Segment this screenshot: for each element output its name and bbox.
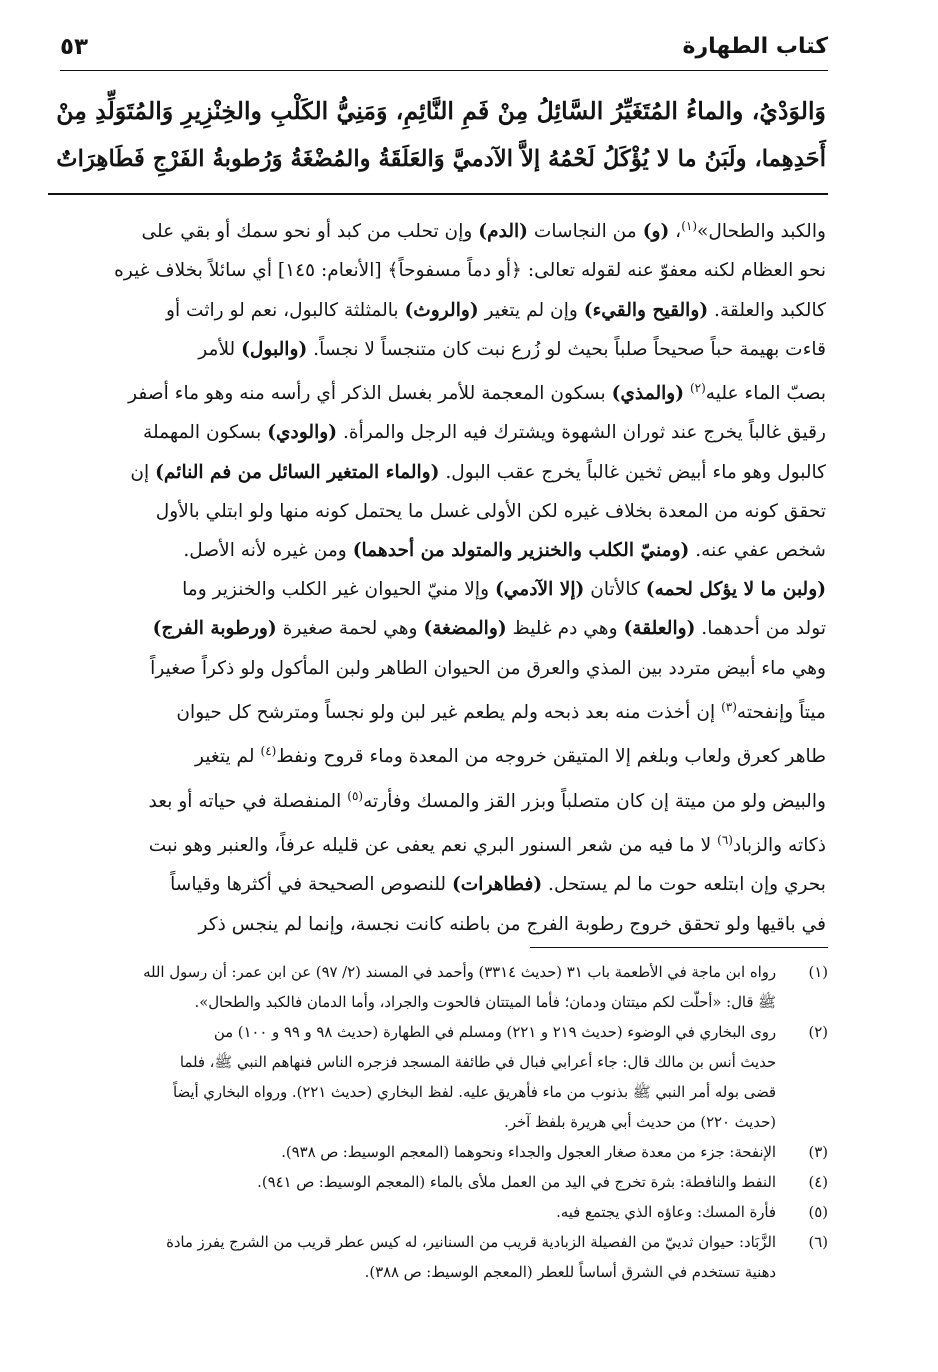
matn-quote: (والقيح والقيء) [583, 299, 709, 321]
footnote-line: (حديث ٢٢٠) من حديث أبي هريرة بلفظ آخر. [504, 1114, 776, 1131]
commentary-fragment: قاءت بهيمة حباً صحيحاً صلباً بحيث لو زُرع نبت كان متنجساً لا نجساً. [307, 338, 826, 360]
matn-quote: (والعلقة) [623, 618, 696, 640]
footnote-separator [530, 947, 828, 948]
commentary-fragment: بسكون المهملة [143, 422, 268, 444]
commentary-line [50, 330, 826, 369]
page-number: ٥٣ [60, 34, 89, 60]
footnote [48, 1018, 828, 1138]
commentary-line [50, 688, 826, 732]
commentary-fragment: شخص عفي عنه. [689, 540, 826, 561]
matn-quote: (فطاهرات) [452, 874, 543, 896]
commentary-line [50, 413, 826, 452]
footnote [48, 1168, 828, 1198]
commentary-line [50, 531, 826, 570]
matn-quote: (والودي) [267, 422, 338, 444]
footnote-line: روى البخاري في الوضوء (حديث ٢١٩ و ٢٢١) ومسلم في الطهارة (حديث ٩٨ و ٩٩ و ١٠٠) من [213, 1024, 776, 1041]
commentary-fragment: بحري وإن ابتلعه حوت ما لم يستحل. [542, 874, 826, 896]
matn-quote: (الدم) [478, 221, 528, 243]
commentary-fragment: للنصوص الصحيحة في أكثرها وقياساً [170, 874, 452, 896]
footnote-line: حديث أنس بن مالك قال: جاء أعرابي فبال في طائفة المسجد فزجره الناس فنهاهم النبي ﷺ، فلما [179, 1054, 776, 1071]
footnote-number: (٦) [808, 1234, 828, 1251]
book-title: كتاب الطهارة [682, 34, 828, 59]
commentary-line [50, 865, 826, 904]
footnote-line: النفط والنافطة: بثرة تخرج في اليد من العمل ملأى بالماء (المعجم الوسيط: ص ٩٤١). [257, 1174, 776, 1191]
commentary-fragment: بصبّ الماء عليه [705, 383, 826, 405]
matn-line: أَحَدِهِما، ولَبَنُ ما لا يُؤْكَلُ لَحْمُهُ إلاَّ الآدميَّ وَالعَلَقَةُ والمُضْغَةُ وَرُطوبةُ الفَرْجِ فَطَاهِرَاتٌ [56, 146, 826, 172]
commentary-fragment: لا ما فيه من شعر السنور البري نعم يعفى عن قليله عرفاً، والعنبر وهو نبت [148, 835, 718, 857]
matn-quote: (والماء المتغير السائل من فم النائم) [155, 461, 440, 483]
footnote [48, 1138, 828, 1168]
commentary-text [48, 207, 828, 944]
commentary-fragment: من النجاسات [527, 221, 643, 243]
footnote-line: الإنفحة: جزء من معدة صغار العجول والجداء ونحوهما (المعجم الوسيط: ص ٩٣٨). [281, 1144, 776, 1161]
commentary-fragment: كالأتان [584, 579, 646, 601]
commentary-fragment: وهي ماء أبيض متردد بين المذي والعرق من الحيوان الطاهر ولبن المأكول ولو ذكراً صغيراً [150, 657, 826, 679]
commentary-line [50, 570, 826, 609]
footnote-number: (٢) [808, 1024, 828, 1041]
matn-quote: (ورطوبة الفرج) [152, 618, 277, 640]
footnote-line: دهنية تستخدم في الشرق أساساً للعطر (المعجم الوسيط: ص ٣٨٨). [364, 1264, 776, 1281]
commentary-line [50, 251, 826, 290]
footnote-marker[interactable]: (٦) [717, 832, 733, 847]
commentary-fragment: نحو العظام لكنه معفوّ عنه لقوله تعالى: ﴿أو دماً مسفوحاً﴾ [الأنعام: ١٤٥] أي سائلاً بخلاف غيره [114, 260, 826, 282]
matn-quote: (والمضغة) [423, 618, 507, 640]
commentary-fragment: بسكون المعجمة للأمر بغسل الذكر أي رأسه منه وهو ماء أصفر [128, 383, 612, 405]
commentary-fragment: إن [130, 461, 156, 483]
footnote-marker[interactable]: (٢) [689, 381, 706, 395]
commentary-line [50, 207, 826, 251]
commentary-fragment: وإن تحلب من كبد أو نحو سمك أو بقي على [141, 221, 479, 243]
commentary-line [50, 905, 826, 944]
matn-quote: (والبول) [241, 338, 308, 360]
matn-text [48, 87, 828, 183]
footnote-number: (٣) [808, 1144, 828, 1161]
matn-quote: (إلا الآدمي) [494, 579, 585, 601]
footnote [48, 1228, 828, 1288]
commentary-fragment: والبيض ولو من ميتة إن كان متصلباً وبزر القز والمسك وفأرته [363, 790, 826, 812]
matn-line: وَالوَدْيُ، والماءُ المُتَغَيِّرُ السَّائِلُ مِنْ فَمِ النَّائِمِ، وَمَنِيُّ الكَلْبِ والخِنْزِيرِ وَالمُتَوَلِّدِ مِنْ [56, 97, 826, 125]
commentary-fragment: كالكبد والعلقة. [708, 299, 826, 321]
book-page [48, 26, 828, 1356]
commentary-line [50, 369, 826, 413]
footnotes [48, 958, 828, 1288]
footnote-number: (٥) [808, 1204, 828, 1221]
commentary-fragment: تحقق كونه من المعدة بخلاف غيره لكن الأولى غسل ما يحتمل كونه منها ولو ابتلي بالأول [155, 500, 826, 522]
commentary-fragment: بالمثلثة كالبول، نعم لو راثت أو [166, 299, 405, 321]
footnote-line: قضى بوله أمر النبي ﷺ بذنوب من ماء فأهريق عليه. لفظ البخاري (حديث ٢٢١). ورواه البخاري أيضاً [173, 1084, 776, 1101]
footnote-marker[interactable]: (٣) [721, 699, 737, 714]
commentary-fragment: لم يتغير [195, 746, 261, 768]
commentary-fragment: المنفصلة في حياته أو بعد [148, 790, 348, 812]
commentary-fragment: وهي لحمة صغيرة [276, 618, 424, 640]
footnote-line: فأرة المسك: وعاؤه الذي يجتمع فيه. [556, 1204, 776, 1221]
footnote [48, 958, 828, 1018]
footnote-line: رواه ابن ماجة في الأطعمة باب ٣١ (حديث ٣٣١٤) وأحمد في المسند (٢/ ٩٧) عن ابن عمر: أن رسول الله [143, 964, 776, 981]
commentary-fragment: ذكاته والزباد [732, 835, 826, 857]
commentary-fragment: وإن لم يتغير [478, 299, 584, 321]
commentary-fragment: إن أخذت منه بعد ذبحه ولم يطعم غير لبن ولو نجساً ومترشح كل حيوان [176, 702, 722, 723]
footnote-marker[interactable]: (٥) [347, 788, 364, 803]
page-header [60, 26, 828, 71]
matn-quote: (و) [642, 221, 670, 243]
footnote-number: (٤) [808, 1174, 828, 1191]
commentary-line [50, 777, 826, 821]
commentary-fragment: تولد من أحدهما. [695, 618, 826, 640]
matn-separator [48, 193, 828, 195]
footnote [48, 1198, 828, 1228]
commentary-fragment: للأمر [198, 338, 242, 360]
commentary-fragment: ، [669, 221, 682, 243]
commentary-line [50, 821, 826, 865]
commentary-fragment: في باقيها ولو تحقق خروج رطوبة الفرج من باطنه كانت نجسة، وإنما لم ينجس ذكر [198, 913, 826, 935]
commentary-fragment: ميتاً وإنفحته [736, 702, 826, 723]
commentary-line [50, 732, 826, 776]
commentary-fragment: وهي دم غليظ [506, 618, 624, 640]
commentary-line [50, 649, 826, 688]
commentary-line [50, 453, 826, 492]
commentary-line [50, 291, 826, 330]
footnote-marker[interactable]: (١) [681, 219, 698, 233]
commentary-line [50, 492, 826, 531]
footnote-line: ﷺ قال: «أحلّت لكم ميتتان ودمان؛ فأما الميتتان فالحوت والجراد، وأما الدمان فالكبد والطحال». [194, 994, 776, 1011]
commentary-fragment: والكبد والطحال» [697, 221, 826, 243]
commentary-fragment: طاهر كعرق ولعاب وبلغم إلا المتيقن خروجه من المعدة وماء قروح ونفط [276, 746, 826, 768]
commentary-fragment: وإلا منيّ الحيوان غير الكلب والخنزير وما [182, 579, 495, 601]
commentary-fragment: كالبول وهو ماء أبيض ثخين غالباً يخرج عقب البول. [439, 461, 826, 483]
footnote-number: (١) [808, 964, 828, 981]
matn-quote: (ومنيّ الكلب والخنزير والمتولد من أحدهما) [352, 540, 690, 561]
matn-quote: (والمذي) [611, 383, 685, 405]
matn-quote: (ولبن ما لا يؤكل لحمه) [645, 579, 826, 601]
footnote-marker[interactable]: (٤) [260, 744, 277, 759]
commentary-fragment: رقيق غالباً يخرج عند ثوران الشهوة ويشترك فيه الرجل والمرأة. [337, 422, 826, 444]
footnote-line: الزَّبَاد: حيوان ثدييّ من الفصيلة الزبادية قريب من السنانير، له كيس عطر قريب من الشرج يفرز مادة [166, 1234, 776, 1251]
commentary-line [50, 609, 826, 648]
matn-quote: (والروث) [404, 299, 479, 321]
commentary-fragment: ومن غيره لأنه الأصل. [183, 540, 353, 561]
